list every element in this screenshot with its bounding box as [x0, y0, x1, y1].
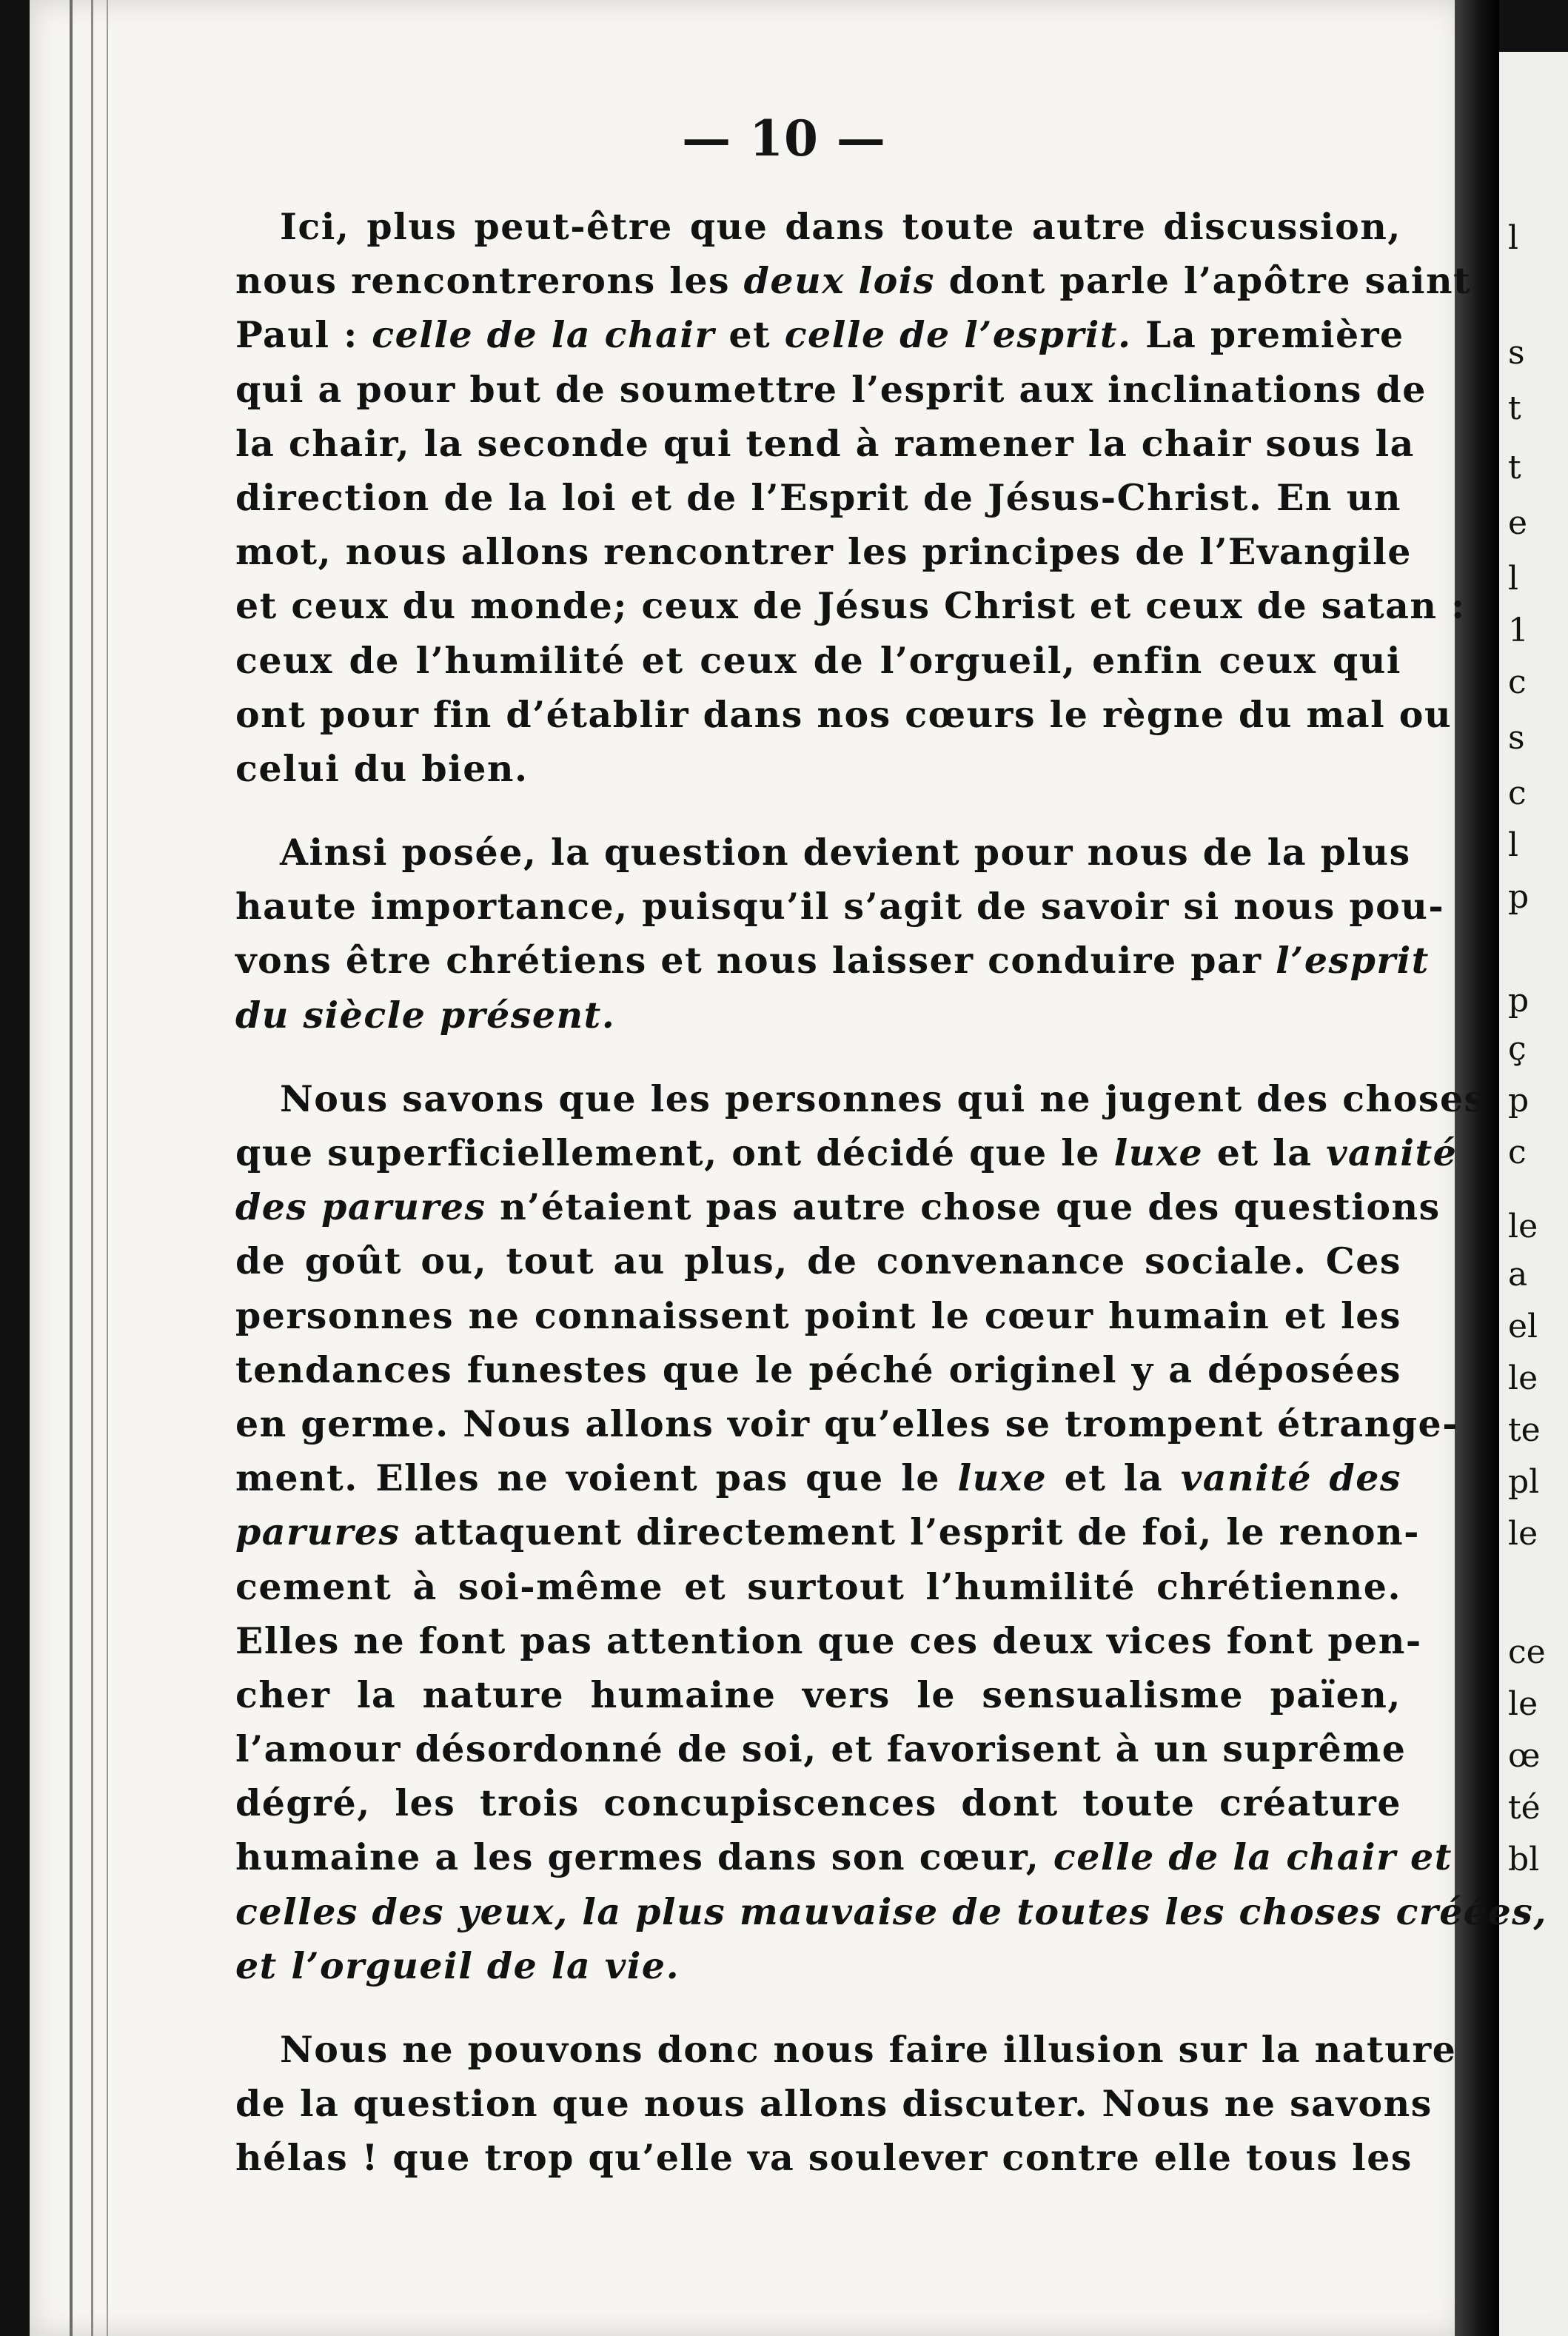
- text-line: [235, 525, 1412, 579]
- text-line: [235, 1885, 1547, 1939]
- text-run: Paul :: [235, 313, 372, 357]
- adjacent-page-letter: le: [1508, 1359, 1538, 1397]
- text-line: [235, 1939, 1401, 1993]
- text-line: [235, 417, 1415, 471]
- adjacent-page-letter: c: [1508, 774, 1527, 812]
- text-line: [235, 1072, 1486, 1126]
- text-run: et la: [1203, 1131, 1327, 1174]
- italic-text: celle de la chair: [372, 313, 715, 357]
- text-run: hélas ! que trop qu’elle va soulever contre elle tous les: [235, 2136, 1413, 2180]
- adjacent-page-letter: l: [1508, 560, 1519, 598]
- text-run: mot, nous allons rencontrer les principes de l’Evangile: [235, 530, 1412, 574]
- text-line: [235, 1830, 1453, 1884]
- text-line: [235, 363, 1427, 417]
- adjacent-page-letter: t: [1508, 389, 1521, 427]
- paragraph-gap: [235, 1993, 1401, 2023]
- text-run: direction de la loi et de l’Esprit de Jésus-Christ. En un: [235, 475, 1401, 519]
- text-line: [235, 988, 1401, 1043]
- text-line: [235, 2023, 1457, 2077]
- adjacent-page-letter: a: [1508, 1256, 1528, 1293]
- adjacent-page-dark-corner: [1499, 0, 1568, 52]
- paragraph-gap: [235, 1043, 1401, 1072]
- text-run: Ainsi posée, la question devient pour nous de la plus: [280, 831, 1411, 874]
- adjacent-page-letter: l: [1508, 826, 1519, 864]
- text-run: Ici, plus peut-être que dans toute autre discussion,: [280, 205, 1401, 248]
- text-line: [235, 1343, 1401, 1397]
- italic-text: deux lois: [743, 259, 936, 303]
- text-run: ceux de l’humilité et ceux de l’orgueil, enfin ceux qui: [235, 638, 1401, 682]
- page-fold-shadow: [1455, 0, 1499, 2336]
- italic-text: luxe: [957, 1456, 1048, 1500]
- text-run: n’étaient pas autre chose que des questions: [486, 1185, 1441, 1229]
- text-run: Nous ne pouvons donc nous faire illusion sur la nature: [280, 2028, 1457, 2071]
- text-line: [235, 1180, 1441, 1234]
- italic-text: parures: [235, 1510, 401, 1554]
- adjacent-page-letter: té: [1508, 1789, 1541, 1827]
- adjacent-page-letter: 1: [1508, 612, 1529, 649]
- italic-text: l’esprit: [1276, 939, 1430, 983]
- page-binding-line: [107, 0, 108, 2336]
- adjacent-page-letter: p: [1508, 1082, 1530, 1120]
- adjacent-page-letter: le: [1508, 1515, 1538, 1553]
- italic-text: celle de l’esprit.: [784, 313, 1132, 357]
- text-line: [235, 1451, 1401, 1505]
- adjacent-page-letter: t: [1508, 449, 1521, 486]
- text-run: ment. Elles ne voient pas que le: [235, 1456, 958, 1500]
- italic-text: celles des yeux, la plus mauvaise de toutes les choses créées,: [235, 1890, 1547, 1933]
- adjacent-page-letter: c: [1508, 663, 1527, 701]
- italic-text: des parures: [235, 1185, 486, 1229]
- text-run: La première: [1131, 313, 1404, 357]
- adjacent-page-letter: pl: [1508, 1463, 1540, 1501]
- text-line: [235, 742, 1401, 796]
- text-run: que superficiellement, ont décidé que le: [235, 1131, 1114, 1174]
- text-run: de la question que nous allons discuter. Nous ne savons: [235, 2082, 1433, 2126]
- text-line: [235, 1289, 1401, 1343]
- text-line: [235, 1668, 1401, 1722]
- text-line: [235, 688, 1453, 742]
- text-run: et ceux du monde; ceux de Jésus Christ et ceux de satan :: [235, 584, 1466, 628]
- text-line: [235, 2131, 1413, 2185]
- text-run: en germe. Nous allons voir qu’elles se trompent étrange-: [235, 1402, 1459, 1445]
- text-run: humaine a les germes dans son cœur,: [235, 1835, 1053, 1879]
- text-line: [235, 1776, 1401, 1830]
- adjacent-page-letter: bl: [1508, 1841, 1540, 1878]
- page-binding-line: [70, 0, 73, 2336]
- text-line: [235, 934, 1430, 988]
- adjacent-page-letter: s: [1508, 334, 1525, 372]
- text-run: personnes ne connaissent point le cœur humain et les: [235, 1293, 1401, 1337]
- text-line: [235, 308, 1404, 362]
- italic-text: et l’orgueil de la vie.: [235, 1944, 680, 1987]
- text-run: nous rencontrerons les: [235, 259, 744, 303]
- text-line: [235, 634, 1401, 688]
- text-run: dégré, les trois concupiscences dont toute créature: [235, 1781, 1401, 1825]
- adjacent-page-letter: te: [1508, 1411, 1541, 1449]
- adjacent-page-letter: le: [1508, 1208, 1538, 1245]
- adjacent-page-letter: c: [1508, 1134, 1527, 1171]
- text-line: [235, 579, 1466, 633]
- adjacent-page-letter: ce: [1508, 1633, 1546, 1671]
- body-text: [235, 200, 1547, 2186]
- adjacent-page-letter: l: [1508, 219, 1519, 257]
- text-line: [235, 880, 1445, 934]
- adjacent-page-letter: e: [1508, 504, 1528, 542]
- text-run: Nous savons que les personnes qui ne jugent des choses: [280, 1077, 1486, 1120]
- text-line: [235, 826, 1411, 880]
- text-run: cement à soi-même et surtout l’humilité chrétienne.: [235, 1564, 1401, 1608]
- text-run: ont pour fin d’établir dans nos cœurs le règne du mal ou: [235, 692, 1453, 736]
- adjacent-page-letter: el: [1508, 1308, 1538, 1345]
- text-run: dont parle l’apôtre saint: [935, 259, 1472, 303]
- text-run: et: [714, 313, 785, 357]
- adjacent-page-letter: le: [1508, 1685, 1538, 1723]
- text-run: cher la nature humaine vers le sensualisme païen,: [235, 1673, 1401, 1716]
- adjacent-page-letter: p: [1508, 878, 1530, 916]
- italic-text: vanité: [1326, 1131, 1458, 1174]
- paragraph-gap: [235, 796, 1401, 826]
- text-run: celui du bien.: [235, 746, 529, 790]
- text-line: [235, 1234, 1401, 1288]
- text-line: [235, 1126, 1458, 1180]
- text-run: Elles ne font pas attention que ces deux vices font pen-: [235, 1619, 1422, 1662]
- italic-text: celle de la chair et: [1053, 1835, 1453, 1879]
- adjacent-page-letter: p: [1508, 982, 1530, 1020]
- text-line: [235, 200, 1401, 254]
- text-line: [235, 254, 1472, 308]
- text-run: de goût ou, tout au plus, de convenance sociale. Ces: [235, 1239, 1401, 1283]
- adjacent-page-edge: [1499, 0, 1568, 2336]
- text-line: [235, 1614, 1422, 1668]
- text-run: l’amour désordonné de soi, et favorisent à un suprême: [235, 1727, 1407, 1771]
- text-run: vons être chrétiens et nous laisser conduire par: [235, 939, 1276, 983]
- text-run: tendances funestes que le péché originel y a déposées: [235, 1348, 1401, 1391]
- adjacent-page-letter: œ: [1508, 1737, 1541, 1775]
- page-binding-line: [91, 0, 93, 2336]
- text-run: et la: [1047, 1456, 1181, 1500]
- italic-text: luxe: [1113, 1131, 1204, 1174]
- adjacent-page-letter: s: [1508, 719, 1525, 757]
- text-line: [235, 1560, 1401, 1614]
- text-line: [235, 1722, 1407, 1776]
- text-run: qui a pour but de soumettre l’esprit aux inclinations de: [235, 367, 1427, 411]
- text-run: la chair, la seconde qui tend à ramener la chair sous la: [235, 421, 1415, 465]
- adjacent-page-letter: ç: [1508, 1030, 1527, 1068]
- text-run: haute importance, puisqu’il s’agit de savoir si nous pou-: [235, 885, 1445, 928]
- italic-text: vanité des: [1180, 1456, 1402, 1500]
- italic-text: du siècle présent.: [235, 993, 616, 1037]
- text-line: [235, 1397, 1459, 1451]
- text-line: [235, 1505, 1421, 1559]
- text-line: [235, 2077, 1433, 2131]
- page-number: — 10 —: [682, 110, 886, 167]
- text-run: attaquent directement l’esprit de foi, le renon-: [400, 1510, 1421, 1554]
- text-line: [235, 471, 1401, 525]
